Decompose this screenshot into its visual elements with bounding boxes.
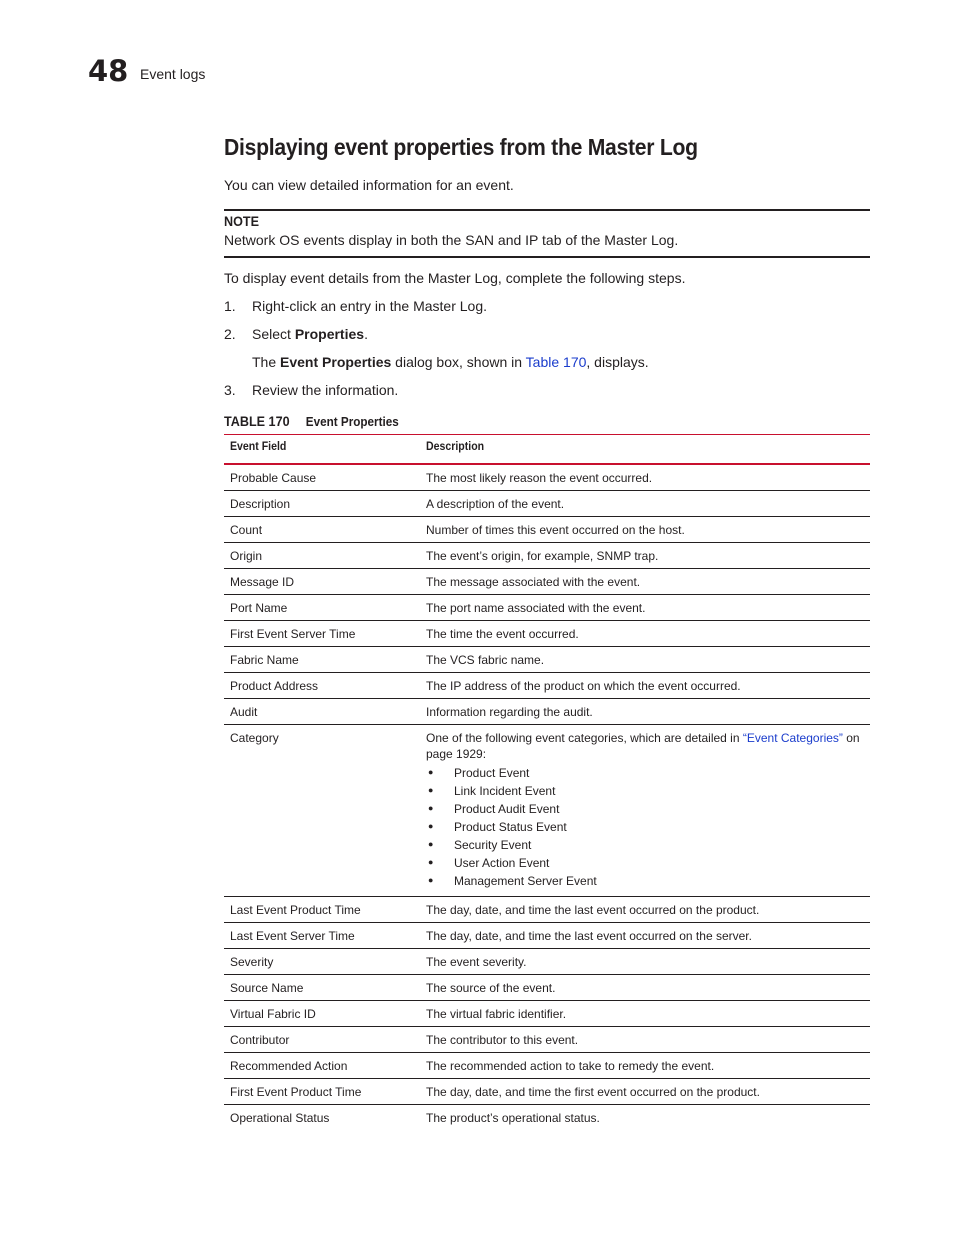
table-row <box>224 595 870 621</box>
table-row <box>224 897 870 923</box>
result-text-mid: dialog box, shown in <box>391 354 526 370</box>
step-1 <box>224 296 870 316</box>
cell-field: Category <box>224 725 420 897</box>
cell-description: The most likely reason the event occurred. <box>420 464 870 491</box>
table-body <box>224 464 870 725</box>
cell-description: The day, date, and time the last event occurred on the server. <box>420 923 870 949</box>
table-row <box>224 975 870 1001</box>
table-caption-label: TABLE 170 <box>224 413 290 429</box>
table-row-category <box>224 725 870 897</box>
table-row <box>224 491 870 517</box>
table-body-continued <box>224 897 870 1131</box>
category-list-item: ● Security Event <box>426 836 864 854</box>
result-text: The <box>252 354 281 370</box>
table-row <box>224 464 870 491</box>
table-row <box>224 923 870 949</box>
table-170-link[interactable]: Table 170 <box>525 354 587 370</box>
cell-description: Information regarding the audit. <box>420 699 870 725</box>
category-list-item: ● Product Audit Event <box>426 800 864 818</box>
table-row <box>224 949 870 975</box>
cell-description: The port name associated with the event. <box>420 595 870 621</box>
cell-field: Last Event Server Time <box>224 923 420 949</box>
table-row <box>224 1001 870 1027</box>
cell-field: Port Name <box>224 595 420 621</box>
table-row <box>224 1053 870 1079</box>
table-row <box>224 569 870 595</box>
cell-field: Source Name <box>224 975 420 1001</box>
chapter-title: Event logs <box>140 66 206 82</box>
cell-field: Origin <box>224 543 420 569</box>
cell-field: Probable Cause <box>224 464 420 491</box>
category-list-item: ● Management Server Event <box>426 872 864 890</box>
cell-field: First Event Server Time <box>224 621 420 647</box>
table-row <box>224 543 870 569</box>
cell-field: First Event Product Time <box>224 1079 420 1105</box>
cell-description: Number of times this event occurred on the host. <box>420 517 870 543</box>
properties-ui-label: Properties <box>294 326 365 342</box>
cell-field: Product Address <box>224 673 420 699</box>
step-3 <box>224 380 870 400</box>
table-row <box>224 699 870 725</box>
cell-field: Fabric Name <box>224 647 420 673</box>
category-list <box>426 764 864 890</box>
note-text: Network OS events display in both the SAN and IP tab of the Master Log. <box>224 232 679 248</box>
cell-description <box>420 725 870 897</box>
table-header-row <box>224 435 870 465</box>
table-row <box>224 673 870 699</box>
cell-field: Message ID <box>224 569 420 595</box>
cell-description: The event severity. <box>420 949 870 975</box>
event-categories-link[interactable]: “Event Categories” <box>742 731 843 745</box>
column-header-description: Description <box>420 435 870 465</box>
main-content <box>224 130 870 1130</box>
step-text: Right-click an entry in the Master Log. <box>252 298 487 314</box>
note-box <box>224 209 870 258</box>
category-list-item: ● User Action Event <box>426 854 864 872</box>
category-list-item: ● Product Status Event <box>426 818 864 836</box>
cell-field: Severity <box>224 949 420 975</box>
intro-text: You can view detailed information for an event. <box>224 177 514 193</box>
step-text: Review the information. <box>252 382 399 398</box>
step-text: Select <box>252 326 295 342</box>
column-header-event-field: Event Field <box>224 435 420 465</box>
event-properties-ui-label: Event Properties <box>280 354 392 370</box>
chapter-number: 48 <box>88 54 129 88</box>
cell-description: The event’s origin, for example, SNMP trap. <box>420 543 870 569</box>
cell-field: Count <box>224 517 420 543</box>
table-caption <box>224 412 805 430</box>
cell-description: The day, date, and time the first event occurred on the product. <box>420 1079 870 1105</box>
step-text-end: . <box>364 326 368 342</box>
category-list-item: ● Link Incident Event <box>426 782 864 800</box>
cell-field: Description <box>224 491 420 517</box>
table-row <box>224 517 870 543</box>
cell-description: The source of the event. <box>420 975 870 1001</box>
cell-field: Virtual Fabric ID <box>224 1001 420 1027</box>
step-number: 3. <box>224 382 236 398</box>
cell-field: Last Event Product Time <box>224 897 420 923</box>
cell-description: The recommended action to take to remedy the event. <box>420 1053 870 1079</box>
table-caption-name: Event Properties <box>305 414 399 429</box>
steps-intro: To display event details from the Master Log, complete the following steps. <box>224 270 686 286</box>
step-number: 1. <box>224 298 236 314</box>
note-label: NOTE <box>224 213 260 229</box>
cell-field: Recommended Action <box>224 1053 420 1079</box>
table-row <box>224 621 870 647</box>
result-text-end: , displays. <box>586 354 649 370</box>
table-row <box>224 1105 870 1131</box>
cell-field: Contributor <box>224 1027 420 1053</box>
event-properties-table <box>224 434 870 1130</box>
table-row <box>224 647 870 673</box>
cell-description: The message associated with the event. <box>420 569 870 595</box>
cell-description: The virtual fabric identifier. <box>420 1001 870 1027</box>
cell-description: The day, date, and time the last event occurred on the product. <box>420 897 870 923</box>
step-number: 2. <box>224 326 236 342</box>
cell-description: The product’s operational status. <box>426 1111 600 1125</box>
table-row <box>224 1079 870 1105</box>
cell-description: The time the event occurred. <box>420 621 870 647</box>
cell-description: The contributor to this event. <box>420 1027 870 1053</box>
category-desc-end: on page 1929: <box>426 731 860 761</box>
step-2-result <box>224 352 870 372</box>
cell-description: The IP address of the product on which the event occurred. <box>420 673 870 699</box>
category-list-item: ● Product Event <box>426 764 864 782</box>
step-2 <box>224 324 870 344</box>
cell-field: Audit <box>224 699 420 725</box>
category-desc-text: One of the following event categories, which are detailed in <box>426 731 743 745</box>
cell-field: Operational Status <box>230 1111 330 1125</box>
category-body <box>224 725 870 897</box>
cell-description: The VCS fabric name. <box>420 647 870 673</box>
table-row <box>224 1027 870 1053</box>
cell-description: A description of the event. <box>420 491 870 517</box>
section-title: Displaying event properties from the Master Log <box>224 134 698 160</box>
